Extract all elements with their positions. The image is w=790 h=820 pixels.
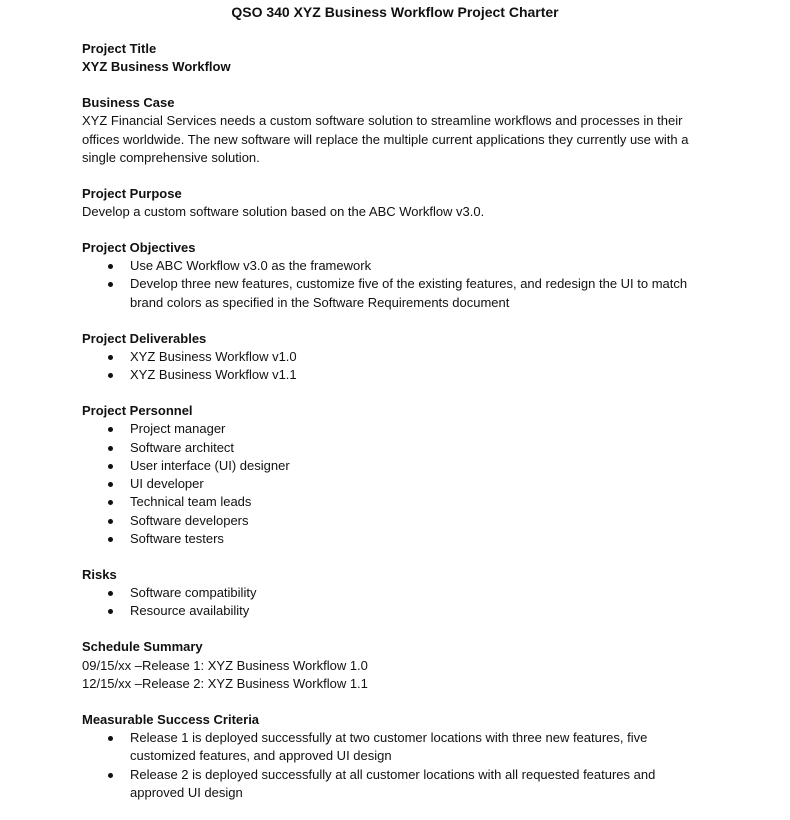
section-project-objectives [82, 239, 712, 312]
list-item [82, 729, 712, 766]
list-item-text: Software compatibility [130, 585, 257, 601]
schedule-line: 12/15/xx –Release 2: XYZ Business Workflow 1.1 [82, 675, 368, 691]
list-item [82, 420, 712, 438]
bullet-icon [108, 282, 113, 287]
list-item [82, 584, 712, 602]
section-project-deliverables [82, 330, 712, 385]
list-item [82, 766, 712, 803]
list-item [82, 475, 712, 493]
risks-list [82, 584, 712, 621]
section-heading: Risks [82, 566, 117, 582]
section-heading: Project Personnel [82, 402, 193, 418]
project-title-value: XYZ Business Workflow [82, 59, 231, 75]
list-item [82, 457, 712, 475]
section-schedule-summary [82, 638, 712, 693]
bullet-icon [108, 373, 113, 378]
list-item [82, 602, 712, 620]
bullet-icon [108, 591, 113, 596]
section-heading: Project Deliverables [82, 330, 207, 346]
bullet-icon [108, 609, 113, 614]
bullet-icon [108, 427, 113, 432]
bullet-icon [108, 355, 113, 360]
schedule-line: 09/15/xx –Release 1: XYZ Business Workflow 1.0 [82, 657, 368, 673]
list-item-text: Project manager [130, 421, 226, 437]
list-item [82, 257, 712, 275]
document-title: QSO 340 XYZ Business Workflow Project Charter [231, 4, 559, 20]
bullet-icon [108, 264, 113, 269]
list-item-text: UI developer [130, 476, 204, 492]
bullet-icon [108, 537, 113, 542]
list-item-text: Resource availability [130, 603, 250, 619]
section-heading: Measurable Success Criteria [82, 711, 260, 727]
list-item-text: Software testers [130, 531, 224, 547]
list-item [82, 348, 712, 366]
project-purpose-text: Develop a custom software solution based on the ABC Workflow v3.0. [82, 204, 485, 220]
list-item-text: Release 1 is deployed successfully at two customer locations with three new features, five customized features, and approved UI design [130, 729, 648, 764]
bullet-icon [108, 736, 113, 741]
section-success-criteria [82, 711, 712, 802]
personnel-list [82, 420, 712, 548]
section-project-personnel [82, 402, 712, 548]
section-heading: Project Title [82, 41, 157, 56]
bullet-icon [108, 500, 113, 505]
section-project-title [82, 40, 712, 77]
deliverables-list [82, 348, 712, 385]
list-item-text: Software developers [130, 512, 249, 528]
document-body [82, 40, 712, 820]
section-business-case [82, 94, 712, 167]
section-heading: Project Purpose [82, 185, 182, 201]
section-heading: Schedule Summary [82, 639, 203, 655]
list-item [82, 275, 712, 312]
list-item-text: XYZ Business Workflow v1.1 [130, 367, 297, 383]
list-item-text: Develop three new features, customize five of the existing features, and redesign the UI to match brand colors as specified in the Software Requirements document [130, 276, 688, 310]
section-heading: Project Objectives [82, 239, 196, 255]
success-criteria-list [82, 729, 712, 802]
list-item-text: Technical team leads [130, 494, 252, 510]
section-risks [82, 566, 712, 621]
list-item [82, 493, 712, 511]
list-item-text: User interface (UI) designer [130, 457, 290, 473]
list-item-text: Software architect [130, 439, 235, 455]
bullet-icon [108, 446, 113, 451]
list-item [82, 366, 712, 384]
list-item-text: XYZ Business Workflow v1.0 [130, 348, 297, 364]
list-item [82, 439, 712, 457]
bullet-icon [108, 773, 113, 778]
list-item [82, 512, 712, 530]
section-heading: Business Case [82, 95, 175, 111]
section-project-purpose [82, 185, 712, 222]
objectives-list [82, 257, 712, 312]
list-item-text: Use ABC Workflow v3.0 as the framework [130, 258, 372, 274]
bullet-icon [108, 482, 113, 487]
list-item-text: Release 2 is deployed successfully at all customer locations with all requested features and approved UI design [130, 766, 656, 800]
bullet-icon [108, 519, 113, 524]
business-case-text: XYZ Financial Services needs a custom software solution to streamline workflows and processes in their offices worldwide. The new software will replace the multiple current applications they currently use with a single comprehensive solution. [82, 113, 689, 165]
list-item [82, 530, 712, 548]
bullet-icon [108, 464, 113, 469]
